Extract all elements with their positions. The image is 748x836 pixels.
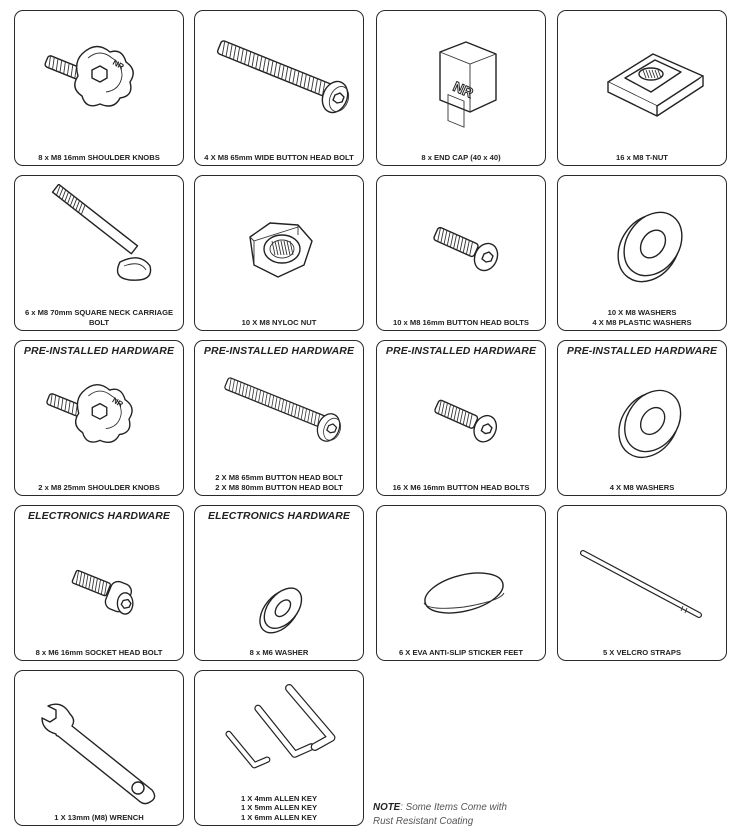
- long-button-bolt-icon: [200, 19, 360, 149]
- hardware-card: [376, 10, 546, 166]
- card-caption: [379, 648, 543, 658]
- hardware-card: [14, 505, 184, 661]
- card-caption: [197, 318, 361, 328]
- caption-line: 1 X 4mm ALLEN KEY: [240, 793, 318, 803]
- allen-keys-icon: [200, 679, 360, 789]
- shoulder-knob-icon: [20, 363, 180, 479]
- caption-line: 8 x M8 16mm SHOULDER KNOBS: [38, 152, 160, 162]
- hardware-card: [194, 175, 364, 331]
- svg-text:NR: NR: [450, 78, 476, 101]
- caption-line: 10 x M8 16mm BUTTON HEAD BOLTS: [392, 317, 529, 327]
- t-nut-icon: [563, 19, 723, 149]
- hardware-card: [14, 670, 184, 826]
- caption-line: 5 X VELCRO STRAPS: [602, 647, 682, 657]
- hardware-card: [194, 670, 364, 826]
- caption-line: 10 X M8 WASHERS: [607, 308, 677, 317]
- card-caption: [197, 153, 361, 163]
- caption-line: BOLT: [88, 317, 110, 327]
- card-caption: [560, 483, 724, 493]
- svg-text:NR: NR: [111, 57, 126, 72]
- carriage-bolt-icon: [20, 184, 180, 304]
- caption-line: 2 x M8 25mm SHOULDER KNOBS: [38, 482, 160, 492]
- caption-line: 16 x M8 T-NUT: [616, 152, 668, 162]
- hardware-card: [557, 340, 727, 496]
- caption-line: 8 x M6 WASHER: [249, 647, 309, 657]
- hardware-card: [557, 175, 727, 331]
- card-caption: [379, 483, 543, 493]
- shoulder-knob-icon: [20, 19, 180, 149]
- hardware-card: [557, 505, 727, 661]
- hardware-card: [14, 340, 184, 496]
- long-button-bolt-icon: [200, 363, 360, 469]
- card-header: PRE-INSTALLED HARDWARE: [23, 345, 175, 357]
- caption-line: 2 X M8 80mm BUTTON HEAD BOLT: [215, 482, 343, 492]
- note-line-2: Rust Resistant Coating: [373, 815, 474, 827]
- card-caption: [17, 308, 181, 327]
- card-caption: [379, 318, 543, 328]
- short-button-bolt-icon: [382, 363, 542, 479]
- hardware-card: [194, 10, 364, 166]
- hardware-card: [376, 175, 546, 331]
- washer-icon: [563, 184, 723, 304]
- caption-line: 6 x M8 70mm SQUARE NECK CARRIAGE: [24, 308, 174, 317]
- caption-line: 4 X M8 65mm WIDE BUTTON HEAD BOLT: [204, 152, 354, 162]
- note-label: NOTE: [373, 802, 401, 813]
- caption-line: 4 X M8 WASHERS: [609, 482, 675, 492]
- caption-line: 1 X 6mm ALLEN KEY: [240, 812, 318, 822]
- hardware-card: [14, 175, 184, 331]
- card-caption: [560, 308, 724, 327]
- hardware-card: [376, 505, 546, 661]
- caption-line: 8 x M6 16mm SOCKET HEAD BOLT: [35, 647, 163, 657]
- hardware-card: [376, 340, 546, 496]
- card-caption: [197, 648, 361, 658]
- card-caption: [17, 813, 181, 823]
- socket-bolt-icon: [20, 528, 180, 644]
- washer-icon: [563, 363, 723, 479]
- caption-line: 4 X M8 PLASTIC WASHERS: [592, 317, 692, 327]
- card-header: ELECTRONICS HARDWARE: [27, 510, 170, 522]
- card-caption: [197, 794, 361, 823]
- caption-line: 2 X M8 65mm BUTTON HEAD BOLT: [215, 473, 343, 482]
- card-header: PRE-INSTALLED HARDWARE: [566, 345, 718, 357]
- wrench-icon: [20, 679, 180, 809]
- caption-line: 16 X M6 16mm BUTTON HEAD BOLTS: [392, 482, 530, 492]
- caption-line: 1 X 13mm (M8) WRENCH: [54, 812, 144, 822]
- hardware-card: [14, 10, 184, 166]
- card-header: PRE-INSTALLED HARDWARE: [385, 345, 537, 357]
- short-button-bolt-icon: [382, 184, 542, 314]
- rust-note: [373, 801, 507, 828]
- card-caption: [17, 483, 181, 493]
- small-washer-icon: [200, 528, 360, 644]
- card-caption: [379, 153, 543, 163]
- card-caption: [560, 153, 724, 163]
- hardware-card: [557, 10, 727, 166]
- card-caption: [560, 648, 724, 658]
- card-header: PRE-INSTALLED HARDWARE: [203, 345, 355, 357]
- hardware-card: [194, 505, 364, 661]
- card-header: ELECTRONICS HARDWARE: [207, 510, 350, 522]
- caption-line: 1 X 5mm ALLEN KEY: [240, 803, 318, 812]
- caption-line: 8 x END CAP (40 x 40): [421, 152, 501, 162]
- caption-line: 10 X M8 NYLOC NUT: [241, 317, 317, 327]
- nyloc-nut-icon: [200, 184, 360, 314]
- sticker-foot-icon: [382, 514, 542, 644]
- caption-line: 6 X EVA ANTI-SLIP STICKER FEET: [398, 647, 524, 657]
- velcro-strap-icon: [563, 514, 723, 644]
- svg-text:NR: NR: [110, 395, 125, 409]
- note-line-1: : Some Items Come with: [400, 802, 507, 813]
- end-cap-icon: [382, 19, 542, 149]
- hardware-card: [194, 340, 364, 496]
- card-caption: [197, 473, 361, 492]
- card-caption: [17, 648, 181, 658]
- card-caption: [17, 153, 181, 163]
